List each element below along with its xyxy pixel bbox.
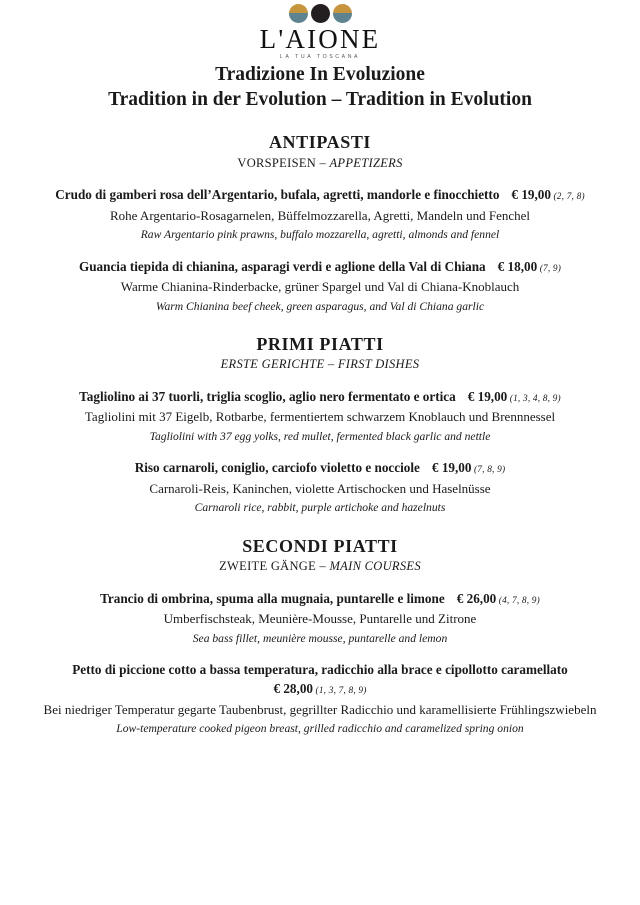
menu-item-name-it — [16, 185, 624, 204]
menu-item-name-en: Tagliolini with 37 egg yolks, red mullet, fermented black garlic and nettle — [149, 429, 491, 443]
menu-item-name-de: Umberfischsteak, Meunière-Mousse, Puntarelle und Zitrone — [163, 611, 477, 627]
menu-item-price-value: € 28,00 — [273, 681, 313, 697]
menu-item-allergen-codes: (4, 7, 8, 9) — [496, 595, 540, 606]
course-subtitle-en: MAIN COURSES — [329, 559, 421, 574]
course-title: SECONDI PIATTI — [242, 535, 398, 556]
menu-item-name-de: Warme Chianina-Rinderbacke, grüner Spargel und Val di Chiana-Knoblauch — [120, 279, 520, 295]
menu-item-price-value: € 19,00 — [467, 388, 508, 404]
menu-item-name-en: Warm Chianina beef cheek, green asparagus, and Val di Chiana garlic — [155, 299, 485, 313]
menu-item-name-de: Rohe Argentario-Rosagarnelen, Büffelmozzarella, Agretti, Mandeln und Fenchel — [109, 207, 531, 223]
menu-item-price — [499, 187, 584, 202]
menu-item — [16, 257, 624, 315]
menu-item-name-en: Raw Argentario pink prawns, buffalo mozzarella, agretti, almonds and fennel — [140, 228, 500, 242]
logo-circle-right-bottom — [333, 13, 352, 23]
course-subtitle — [16, 155, 624, 173]
logo-circle-left-bottom — [289, 13, 308, 23]
menu-item — [16, 589, 624, 647]
course-subtitle — [16, 356, 624, 374]
logo-marks — [16, 2, 624, 24]
brand-tagline: LA TUA TOSCANA — [279, 54, 361, 61]
course-subtitle — [16, 558, 624, 576]
course-section — [16, 535, 624, 738]
menu-item-name-text: Guancia tiepida di chianina, asparagi verdi e aglione della Val di Chiana — [78, 258, 486, 274]
menu-item-name-de: Tagliolini mit 37 Eigelb, Rotbarbe, fermentiertem schwarzem Knoblauch und Brennnessel — [84, 409, 556, 425]
menu-item-name-text: Riso carnaroli, coniglio, carciofo violetto e nocciole — [134, 460, 420, 476]
menu-item-name-en: Carnaroli rice, rabbit, purple artichoke and hazelnuts — [194, 501, 446, 515]
menu-item-allergen-codes: (7, 9) — [537, 263, 562, 274]
logo-circle-right-top — [333, 4, 352, 14]
course-section — [16, 333, 624, 517]
brand-name: L'AIONE — [259, 24, 381, 54]
menu-item-allergen-codes: (2, 7, 8) — [550, 192, 585, 203]
menu-item-price-value: € 18,00 — [497, 258, 538, 274]
menu-item-price — [445, 591, 540, 606]
menu-item-name-text: Trancio di ombrina, spuma alla mugnaia, puntarelle e limone — [100, 590, 445, 606]
logo-circle-center — [311, 4, 330, 23]
menu-item-price — [486, 259, 561, 274]
menu-item — [16, 660, 624, 738]
logo-circle-center-bottom — [311, 13, 330, 23]
menu-item — [16, 387, 624, 445]
menu-item-price-value: € 19,00 — [431, 460, 472, 476]
logo-circle-left — [289, 4, 308, 23]
course-title: PRIMI PIATTI — [256, 333, 384, 354]
menu-item-allergen-codes: (7, 8, 9) — [471, 465, 506, 476]
menu-item-name-de: Bei niedriger Temperatur gegarte Taubenbrust, gegrillter Radicchio und karamellisierte Frühlingszwiebeln — [43, 701, 597, 717]
menu-item — [16, 185, 624, 243]
menu-item-name-it — [16, 589, 624, 608]
menu-item-name-it — [16, 257, 624, 276]
menu-item-name-it — [16, 458, 624, 477]
menu-item-allergen-codes: (1, 3, 7, 8, 9) — [313, 686, 367, 697]
menu-item-name-de: Carnaroli-Reis, Kaninchen, violette Artischocken und Haselnüsse — [149, 480, 491, 496]
logo-circle-center-top — [311, 4, 330, 14]
menu-item-price — [456, 389, 561, 404]
menu-item-price — [420, 460, 505, 475]
menu-item-name-en: Sea bass fillet, meunière mousse, puntarelle and lemon — [192, 631, 448, 645]
menu-item-name-it — [16, 660, 624, 679]
menu-item-name-text: Crudo di gamberi rosa dell’Argentario, bufala, agretti, mandorle e finocchietto — [55, 187, 500, 203]
menu-item-price — [273, 681, 366, 696]
menu-item-name-text: Petto di piccione cotto a bassa temperatura, radicchio alla brace e cipollotto caramellato — [72, 662, 568, 678]
menu-item-price-line — [16, 679, 624, 698]
logo-circle-left-top — [289, 4, 308, 14]
course-title: ANTIPASTI — [268, 132, 372, 153]
course-subtitle-de: VORSPEISEN – — [237, 155, 330, 170]
page-title — [16, 63, 624, 113]
course-section — [16, 131, 624, 315]
menu-item-name-text: Tagliolino ai 37 tuorli, triglia scoglio, aglio nero fermentato e ortica — [79, 388, 456, 404]
menu-item-name-it — [16, 387, 624, 406]
course-subtitle-en: APPETIZERS — [329, 155, 403, 170]
menu-item-allergen-codes: (1, 3, 4, 8, 9) — [507, 393, 561, 404]
menu-item-price-value: € 26,00 — [456, 590, 497, 606]
menu-item-name-en: Low-temperature cooked pigeon breast, grilled radicchio and caramelized spring onion — [116, 722, 524, 736]
course-subtitle-en: ERSTE GERICHTE – FIRST DISHES — [220, 357, 420, 372]
logo-circle-right — [333, 4, 352, 23]
brand-logo — [16, 0, 624, 60]
menu-item — [16, 458, 624, 516]
page-title-line-2: Tradition in der Evolution – Tradition in Evolution — [108, 89, 532, 111]
course-list — [16, 131, 624, 737]
course-subtitle-de: ZWEITE GÄNGE – — [219, 559, 330, 574]
menu-item-price-value: € 19,00 — [511, 187, 551, 203]
page-title-line-1: Tradizione In Evoluzione — [215, 64, 425, 86]
